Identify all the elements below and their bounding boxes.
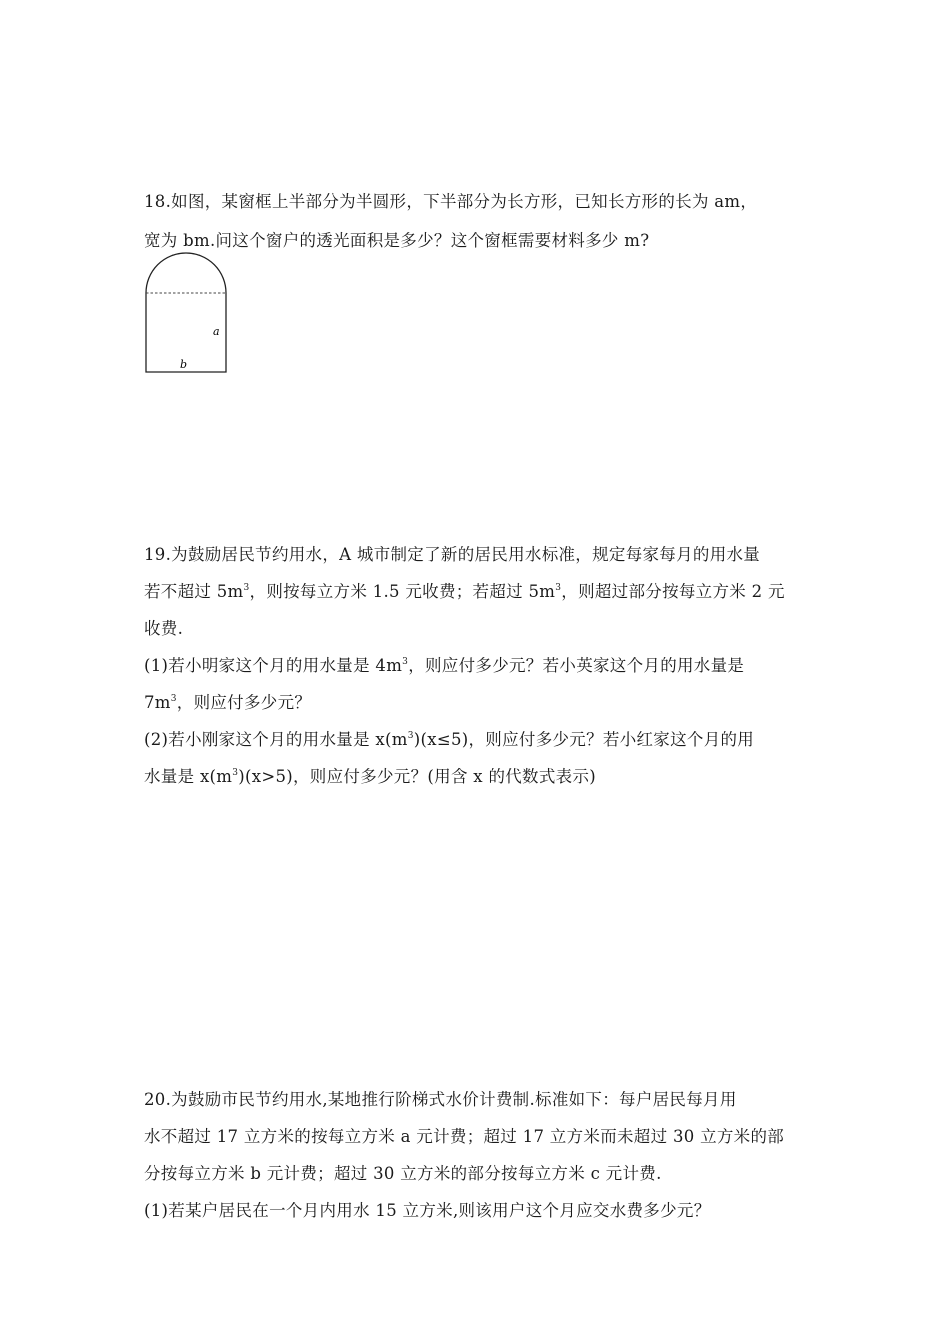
side-label-a: a — [213, 325, 220, 338]
q20-part1: (1)若某户居民在一个月内用水 15 立方米,则该用户这个月应交水费多少元？ — [144, 1201, 711, 1220]
window-frame-outline — [146, 253, 226, 372]
q20-text-line-2: 水不超过 17 立方米的按每立方米 a 元计费；超过 17 立方米而未超过 30 立方米的部 — [144, 1127, 785, 1146]
q19-text-line-2: 若不超过 $5m^3$，则按每立方米 1.5 元收费；若超过 $5m^3$，则超过部分按每立方米 2 元 — [144, 582, 785, 601]
q19-part1-line-2: $7m^3$，则应付多少元？ — [144, 693, 312, 712]
q19-part2-line-1: (2)若小刚家这个月的用水量是 $x(m^3)(x\le 5)$，则应付多少元？若小红家这个月的用 — [144, 730, 755, 749]
bottom-label-b: b — [180, 358, 188, 371]
window-frame-figure — [140, 252, 232, 376]
q20-text-line-1: 20.为鼓励市民节约用水,某地推行阶梯式水价计费制.标准如下：每户居民每月用 — [144, 1090, 737, 1109]
q18-text-line-1: 18.如图，某窗框上半部分为半圆形，下半部分为长方形，已知长方形的长为 am， — [144, 192, 758, 211]
q19-part1-line-1: (1)若小明家这个月的用水量是 $4m^3$，则应付多少元？若小英家这个月的用水量是 — [144, 656, 745, 675]
q19-text-line-1: 19.为鼓励居民节约用水，A 城市制定了新的居民用水标准，规定每家每月的用水量 — [144, 545, 761, 564]
q19-text-line-3: 收费. — [144, 619, 184, 638]
q18-text-line-2: 宽为 bm.问这个窗户的透光面积是多少？这个窗框需要材料多少 m? — [144, 231, 650, 250]
q19-part2-line-2: 水量是 $x(m^3)(x>5)$，则应付多少元？(用含 x 的代数式表示) — [144, 767, 596, 786]
q20-text-line-3: 分按每立方米 b 元计费；超过 30 立方米的部分按每立方米 c 元计费. — [144, 1164, 662, 1183]
